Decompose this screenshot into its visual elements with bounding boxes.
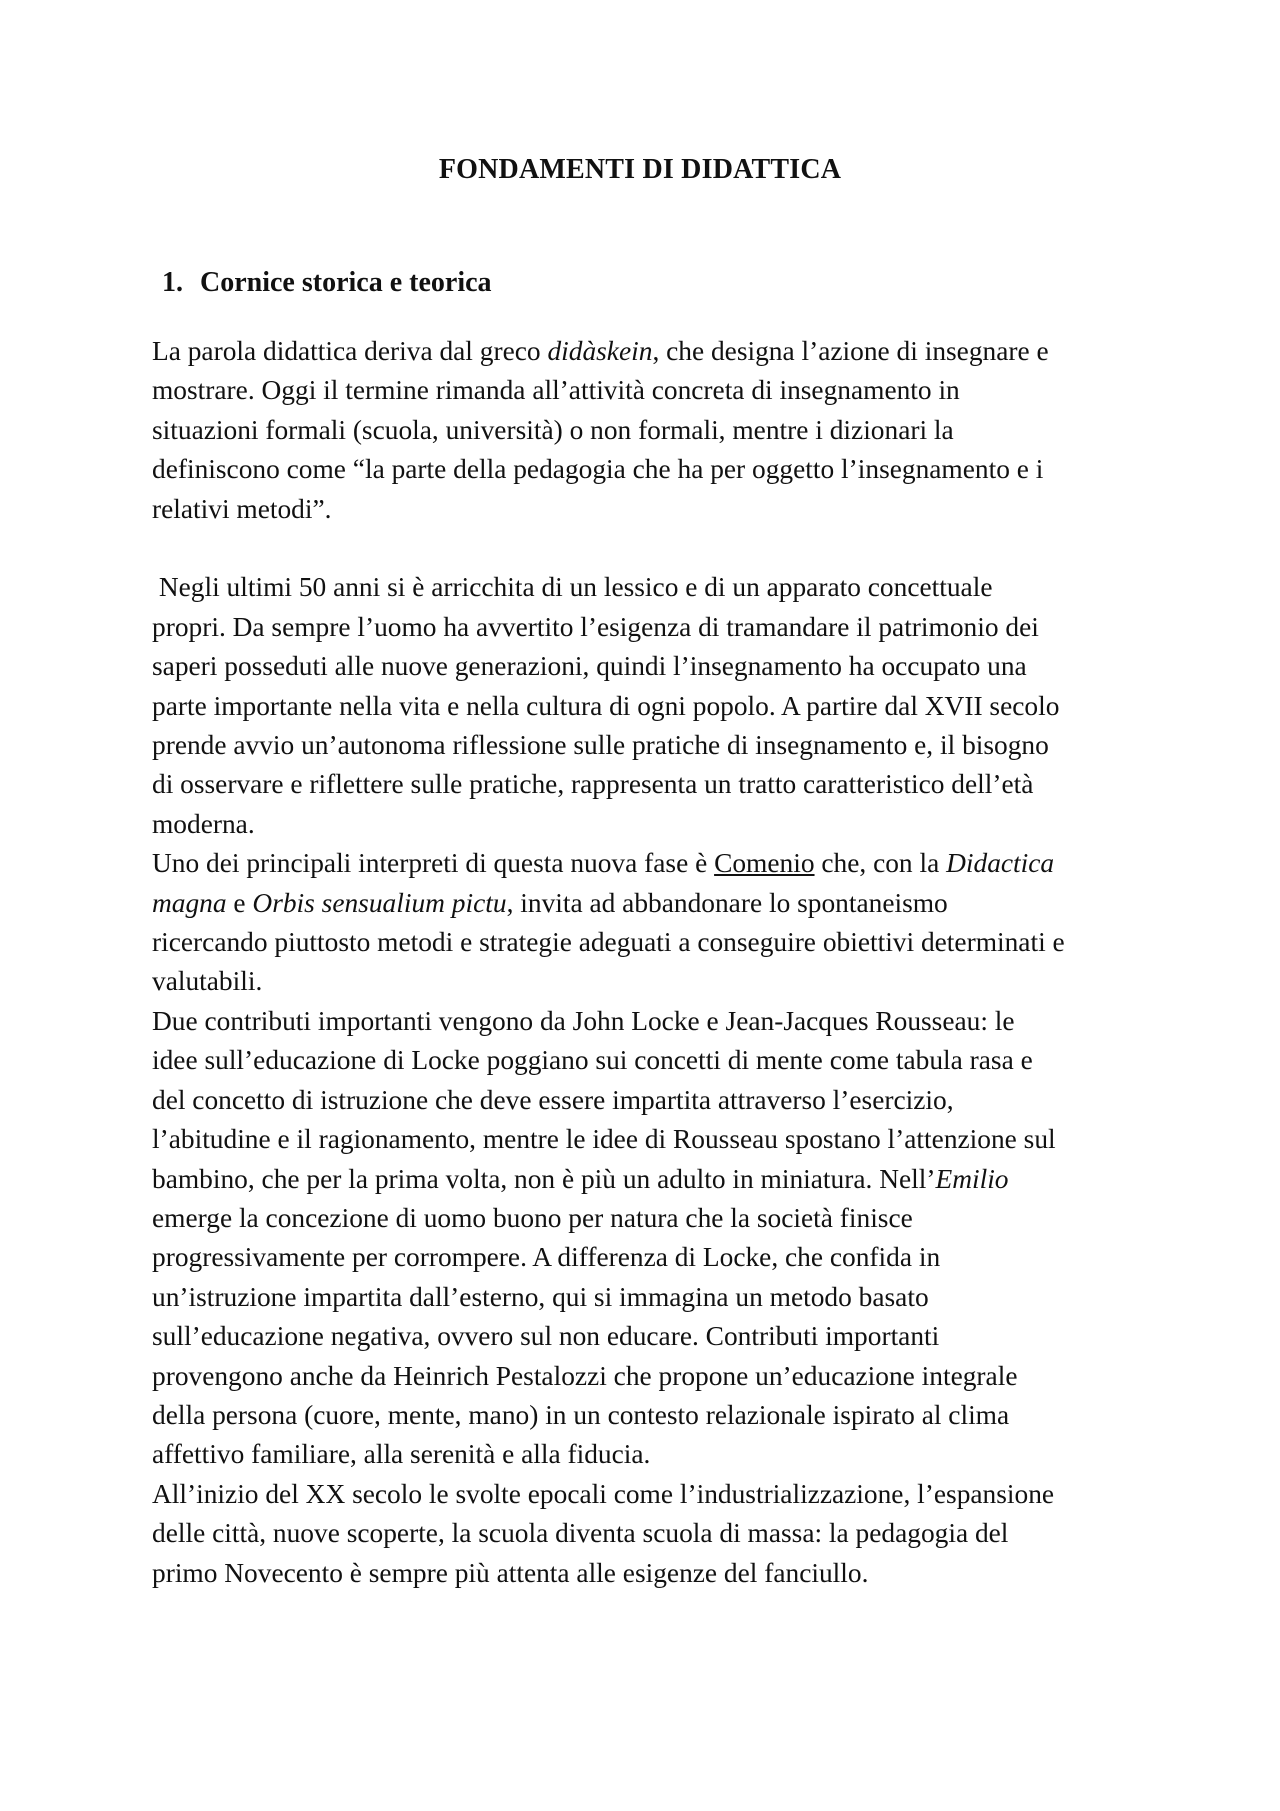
text-line: valutabili. [152, 966, 263, 997]
text-line: emerge la concezione di uomo buono per natura che la società finisce [152, 1202, 913, 1233]
text-run: che, con la [814, 848, 947, 879]
paragraph-1 [152, 332, 1152, 529]
text-line [152, 332, 1152, 371]
text-line: definiscono come “la parte della pedagogia che ha per oggetto l’insegnamento e i [152, 454, 1044, 485]
text-line: prende avvio un’autonoma riflessione sulle pratiche di insegnamento e, il bisogno [152, 730, 1049, 761]
text-line: provengono anche da Heinrich Pestalozzi che propone un’educazione integrale [152, 1360, 1018, 1391]
text-line: saperi posseduti alle nuove generazioni, quindi l’insegnamento ha occupato una [152, 651, 1027, 682]
text-line [152, 1160, 1152, 1199]
text-line: propri. Da sempre l’uomo ha avvertito l’esigenza di tramandare il patrimonio dei [152, 611, 1039, 642]
paragraph-gap [152, 529, 1152, 568]
text-line: parte importante nella vita e nella cultura di ogni popolo. A partire dal XVII secolo [152, 690, 1060, 721]
text-line: della persona (cuore, mente, mano) in un contesto relazionale ispirato al clima [152, 1399, 1010, 1430]
text-run: , invita ad abbandonare lo spontaneismo [506, 887, 948, 918]
paragraph-5 [152, 1475, 1152, 1593]
text-line: l’abitudine e il ragionamento, mentre le idee di Rousseau spostano l’attenzione sul [152, 1124, 1056, 1155]
text-line: affettivo familiare, alla serenità e alla fiducia. [152, 1439, 651, 1470]
italic-term: Orbis sensualium pictu [252, 887, 507, 918]
text-line: ricercando piuttosto metodi e strategie adeguati a conseguire obiettivi determinati e [152, 927, 1065, 958]
text-line: un’istruzione impartita dall’esterno, qui si immagina un metodo basato [152, 1281, 929, 1312]
text-line: Due contributi importanti vengono da John Locke e Jean-Jacques Rousseau: le [152, 1005, 1015, 1036]
text-line [152, 884, 1152, 923]
italic-term: Emilio [935, 1163, 1009, 1194]
text-run: , che designa l’azione di insegnare e [652, 336, 1049, 366]
text-run: e [226, 887, 253, 918]
text-run: Uno dei principali interpreti di questa nuova fase è [152, 848, 715, 879]
document-body [152, 332, 1152, 1593]
text-line: sull’educazione negativa, ovvero sul non educare. Contributi importanti [152, 1321, 940, 1352]
text-line: progressivamente per corrompere. A differenza di Locke, che confida in [152, 1242, 941, 1273]
text-line: Negli ultimi 50 anni si è arricchita di un lessico e di un apparato concettuale [152, 572, 993, 603]
text-line: moderna. [152, 808, 255, 839]
section-number: 1. [162, 267, 183, 298]
paragraph-2 [152, 568, 1152, 844]
document-title: FONDAMENTI DI DIDATTICA [438, 154, 842, 185]
comenio-link[interactable]: Comenio [714, 848, 815, 879]
section-heading [162, 265, 492, 301]
text-line: mostrare. Oggi il termine rimanda all’attività concreta di insegnamento in [152, 375, 960, 406]
paragraph-4 [152, 1002, 1152, 1475]
text-line: delle città, nuove scoperte, la scuola diventa scuola di massa: la pedagogia del [152, 1518, 1009, 1549]
text-line: idee sull’educazione di Locke poggiano sui concetti di mente come tabula rasa e [152, 1045, 1033, 1076]
text-line: del concetto di istruzione che deve essere impartita attraverso l’esercizio, [152, 1084, 954, 1115]
italic-term: magna [152, 887, 227, 918]
italic-term: Didactica [946, 848, 1055, 879]
text-line: All’inizio del XX secolo le svolte epocali come l’industrializzazione, l’espansione [152, 1478, 1055, 1509]
text-run: bambino, che per la prima volta, non è più un adulto in miniatura. Nell’ [152, 1163, 936, 1194]
text-line: relativi metodi”. [152, 493, 332, 524]
text-line: primo Novecento è sempre più attenta alle esigenze del fanciullo. [152, 1557, 869, 1588]
text-line: di osservare e riflettere sulle pratiche, rappresenta un tratto caratteristico dell’età [152, 769, 1034, 800]
section-title: Cornice storica e teorica [200, 267, 492, 298]
paragraph-3 [152, 844, 1152, 1002]
text-line [152, 844, 1152, 883]
italic-term: didàskein [547, 336, 653, 366]
text-line: situazioni formali (scuola, università) o non formali, mentre i dizionari la [152, 414, 954, 445]
text-run: La parola didattica deriva dal greco [152, 336, 548, 366]
